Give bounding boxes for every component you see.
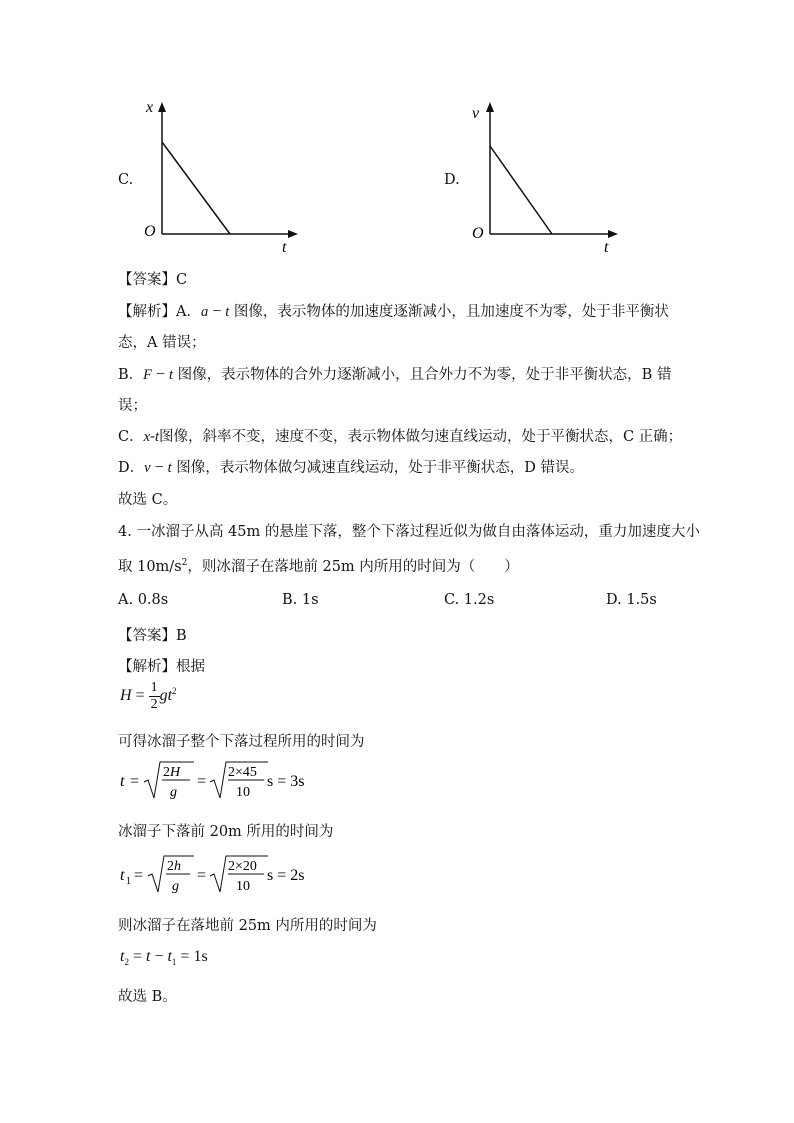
q4-option-d: D. 1.5s <box>606 592 657 608</box>
svg-text:s = 3s: s = 3s <box>267 773 305 790</box>
option-c-label: C. <box>118 172 134 188</box>
formula-first-20m-time <box>118 852 318 898</box>
q4-option-a: A. 0.8s <box>118 592 169 608</box>
q3-analysis-b: B．F − t 图像，表示物体的合外力逐渐减小，且合外力不为零，处于非平衡状态，B 错 <box>118 366 672 383</box>
q3-conclusion: 故选 C。 <box>118 492 178 508</box>
svg-text:2h: 2h <box>167 859 181 874</box>
q3-analysis-b-line2: 误； <box>118 398 147 414</box>
q3-answer: 【答案】C <box>118 272 188 288</box>
svg-text:2×20: 2×20 <box>228 859 257 874</box>
svg-text:t: t <box>120 867 125 884</box>
y-axis-label: x <box>146 99 154 116</box>
q4-option-c: C. 1.2s <box>444 592 495 608</box>
q4-conclusion: 故选 B。 <box>118 989 177 1005</box>
svg-text:2H: 2H <box>163 765 181 780</box>
option-d-label: D. <box>444 172 460 188</box>
graph-c <box>136 98 306 258</box>
svg-text:s = 2s: s = 2s <box>267 867 305 884</box>
q4-analysis-intro: 【解析】根据 <box>118 659 205 675</box>
y-axis-arrow <box>158 102 166 112</box>
svg-text:g: g <box>170 785 177 800</box>
svg-text:=: = <box>130 773 140 790</box>
q4-stem-line2: 取 $10m/s^2$，则冰溜子在落地前 25m 内所用的时间为（ ） <box>118 558 519 575</box>
svg-text:=: = <box>134 867 144 884</box>
x-axis-label: t <box>604 239 609 256</box>
q4-text3: 则冰溜子在落地前 25m 内所用的时间为 <box>118 918 377 934</box>
q3-analysis-a: 【解析】A．a − t 图像，表示物体的加速度逐渐减小，且加速度不为零，处于非平衡状 <box>118 303 669 320</box>
svg-text:2×45: 2×45 <box>228 765 257 780</box>
formula-last-25m-time: $t_2 = t - t_1 = 1s$ <box>120 948 208 968</box>
q3-analysis-a-line2: 态，A 错误； <box>118 335 206 351</box>
graph-line <box>162 142 230 234</box>
q4-answer: 【答案】B <box>118 628 187 644</box>
q4-stem-line1: 4. 一冰溜子从高 45m 的悬崖下落，整个下落过程近似为做自由落体运动，重力加速度大小 <box>118 524 700 540</box>
svg-text:10: 10 <box>236 785 250 800</box>
x-axis-arrow <box>608 230 618 238</box>
origin-label: O <box>144 223 156 240</box>
q4-text2: 冰溜子下落前 20m 所用的时间为 <box>118 824 334 840</box>
svg-text:=: = <box>197 867 207 884</box>
origin-label: O <box>472 225 484 242</box>
q4-option-b: B. 1s <box>282 592 319 608</box>
q3-analysis-c: C．x-t图像，斜率不变，速度不变，表示物体做匀速直线运动，处于平衡状态，C 正确； <box>118 429 683 445</box>
svg-text:t: t <box>120 773 125 790</box>
svg-text:g: g <box>172 879 179 894</box>
x-axis-arrow <box>288 230 298 238</box>
graph-line <box>490 146 552 234</box>
y-axis-label: v <box>472 105 480 122</box>
x-axis-label: t <box>282 239 287 256</box>
svg-text:10: 10 <box>236 879 250 894</box>
q4-text1: 可得冰溜子整个下落过程所用的时间为 <box>118 734 365 750</box>
svg-text:1: 1 <box>126 876 131 887</box>
formula-total-time <box>118 758 318 804</box>
y-axis-arrow <box>486 102 494 112</box>
formula-free-fall: H = $\frac{1}{2}$ $gt^2$ <box>120 680 177 712</box>
svg-text:=: = <box>197 773 207 790</box>
graph-d <box>464 98 634 258</box>
q3-analysis-d: D．v − t 图像，表示物体做匀减速直线运动，处于非平衡状态，D 错误。 <box>118 459 584 476</box>
